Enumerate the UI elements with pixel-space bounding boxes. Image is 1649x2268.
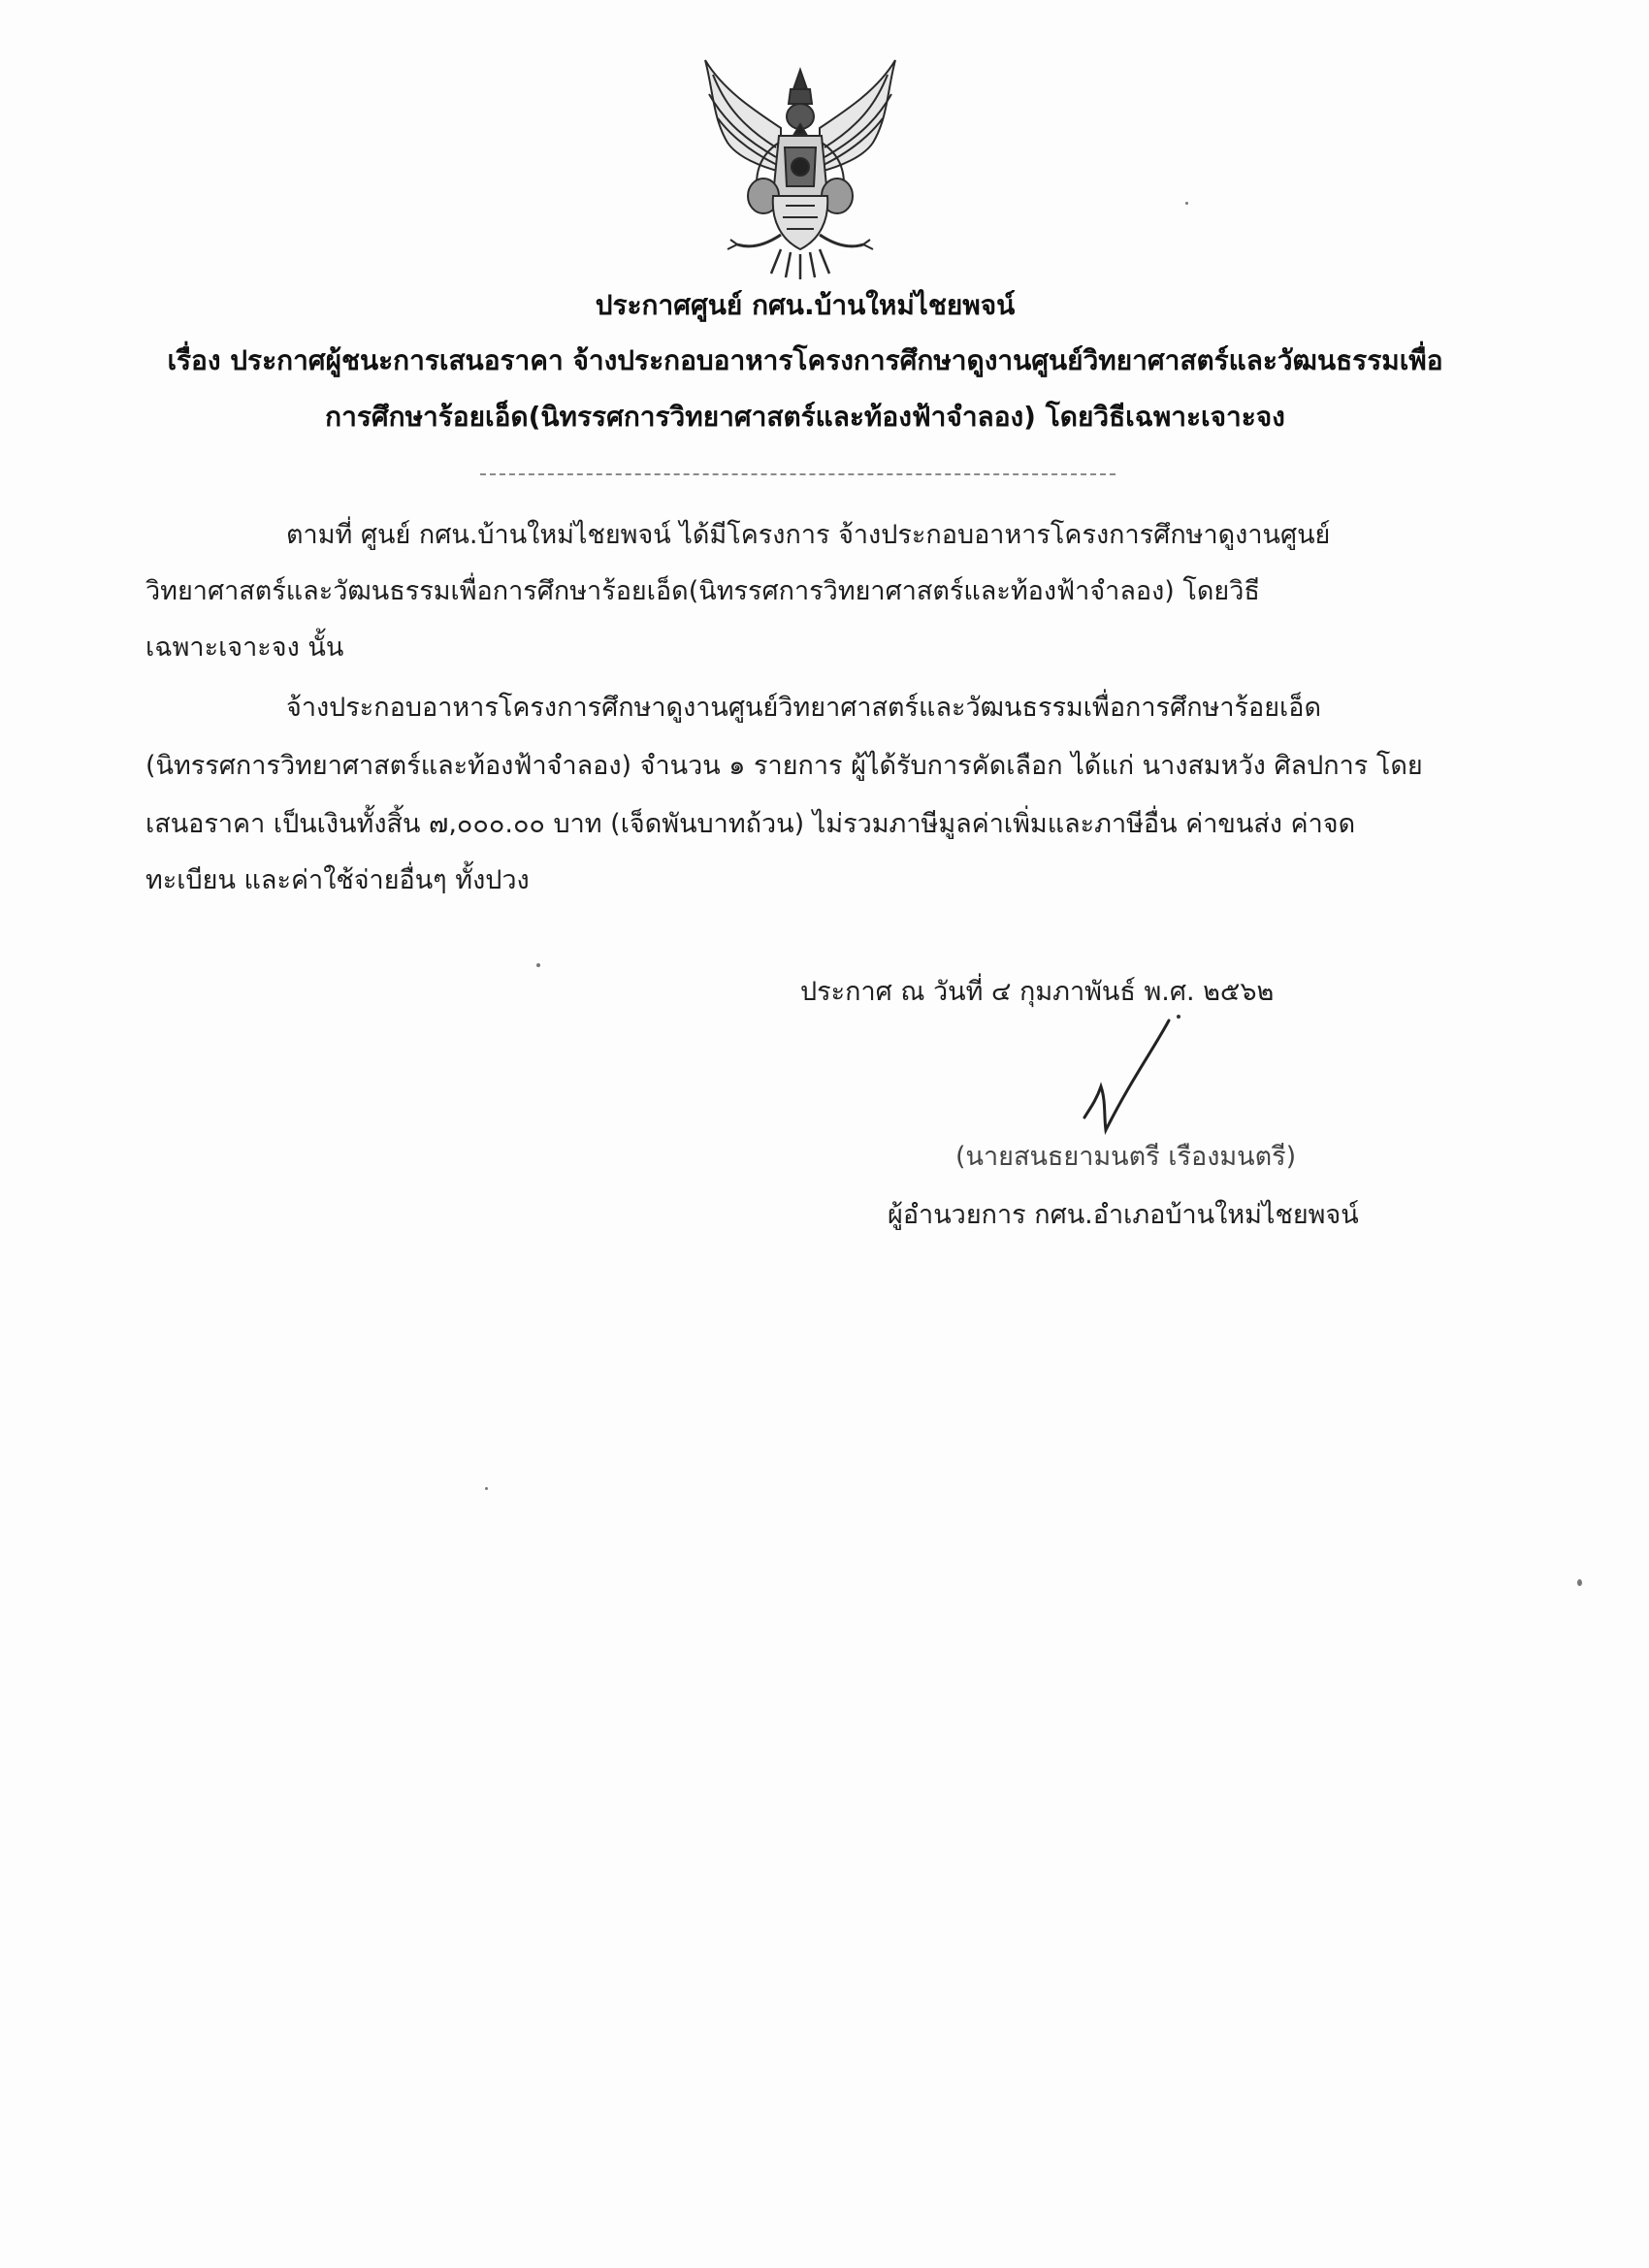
para1-line2: วิทยาศาสตร์และวัฒนธรรมเพื่อการศึกษาร้อยเอ็ด(นิทรรศการวิทยาศาสตร์และท้องฟ้าจำลอง) โดยวิธี	[146, 576, 1260, 606]
para2-line4: ทะเบียน และค่าใช้จ่ายอื่นๆ ทั้งปวง	[146, 865, 530, 895]
subject-line-1: เรื่อง ประกาศผู้ชนะการเสนอราคา จ้างประกอบอาหารโครงการศึกษาดูงานศูนย์วิทยาศาสตร์และวัฒนธรรมเพื่อ	[167, 344, 1443, 376]
para1-line3: เฉพาะเจาะจง นั้น	[146, 632, 344, 663]
para2-line1: จ้างประกอบอาหารโครงการศึกษาดูงานศูนย์วิทยาศาสตร์และวัฒนธรรมเพื่อการศึกษาร้อยเอ็ด	[286, 693, 1322, 723]
garuda-emblem-icon	[684, 50, 917, 283]
scan-speck	[1185, 202, 1188, 205]
para2-line2: (นิทรรศการวิทยาศาสตร์และท้องฟ้าจำลอง) จำนวน ๑ รายการ ผู้ได้รับการคัดเลือก ได้แก่ นางสมหวัง ศิลปการ โดย	[146, 751, 1423, 781]
signer-name: (นายสนธยามนตรี เรืองมนตรี)	[955, 1142, 1297, 1172]
divider	[480, 473, 1116, 475]
handwritten-signature	[1077, 1009, 1193, 1135]
scan-speck	[1577, 1579, 1582, 1586]
announcement-title: ประกาศศูนย์ กศน.บ้านใหม่ไชยพจน์	[595, 289, 1016, 321]
announcement-date: ประกาศ ณ วันที่ ๔ กุมภาพันธ์ พ.ศ. ๒๕๖๒	[800, 977, 1275, 1007]
scan-speck	[536, 963, 540, 967]
signer-title: ผู้อำนวยการ กศน.อำเภอบ้านใหม่ไชยพจน์	[888, 1200, 1359, 1230]
para2-line3: เสนอราคา เป็นเงินทั้งสิ้น ๗,๐๐๐.๐๐ บาท (เจ็ดพันบาทถ้วน) ไม่รวมภาษีมูลค่าเพิ่มและภาษีอื่น ค่าขนส่ง ค่าจด	[146, 809, 1356, 839]
scan-speck	[485, 1487, 488, 1490]
para1-line1: ตามที่ ศูนย์ กศน.บ้านใหม่ไชยพจน์ ได้มีโครงการ จ้างประกอบอาหารโครงการศึกษาดูงานศูนย์	[286, 520, 1331, 550]
subject-line-2: การศึกษาร้อยเอ็ด(นิทรรศการวิทยาศาสตร์และท้องฟ้าจำลอง) โดยวิธีเฉพาะเจาะจง	[325, 401, 1285, 433]
